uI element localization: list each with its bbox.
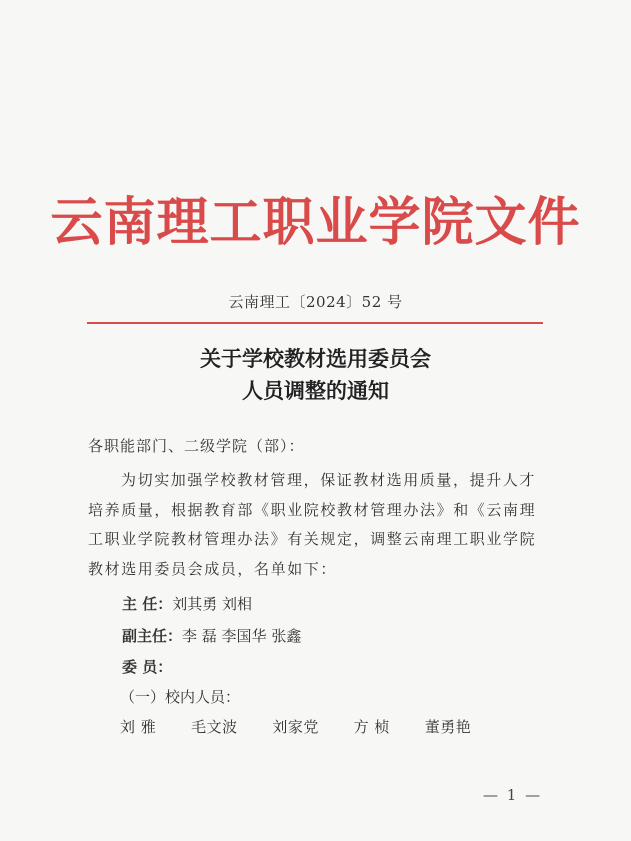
notice-title	[0, 343, 631, 407]
notice-title-line-2: 人员调整的通知	[242, 378, 389, 403]
recipient-line: 各职能部门、二级学院（部）：	[88, 437, 305, 455]
notice-title-line-1: 关于学校教材选用委员会	[200, 346, 431, 371]
document-number: 云南理工〔2024〕52 号	[228, 293, 403, 311]
director-names: 刘其勇 刘相	[172, 595, 253, 613]
director-row	[122, 593, 252, 614]
member-name: 刘家党	[272, 718, 319, 736]
paragraph-line: 培养质量，根据教育部《职业院校教材管理办法》和《云南理	[88, 500, 537, 519]
member-name: 方 桢	[353, 718, 390, 736]
deputy-director-label: 副主任：	[122, 627, 183, 645]
internal-members-list	[120, 716, 501, 737]
paragraph-line: 为切实加强学校教材管理，保证教材选用质量，提升人才	[121, 471, 537, 489]
page-number: — 1 —	[483, 786, 543, 804]
deputy-director-row	[122, 625, 301, 646]
director-label: 主 任：	[122, 595, 173, 613]
red-divider-line	[87, 322, 543, 324]
document-header-title: 云南理工职业学院文件	[50, 192, 581, 253]
body-paragraph	[88, 466, 550, 584]
member-name: 毛文波	[191, 718, 238, 736]
members-label: 委 员：	[122, 658, 173, 676]
member-name: 刘 雅	[120, 718, 157, 736]
deputy-director-names: 李 磊 李国华 张鑫	[182, 627, 302, 645]
paragraph-line: 教材选用委员会成员，名单如下：	[88, 559, 338, 578]
members-row	[122, 656, 172, 677]
member-name: 董勇艳	[424, 718, 472, 736]
paragraph-line: 工职业学院教材管理办法》有关规定，调整云南理工职业学院	[88, 530, 537, 549]
internal-members-heading: （一）校内人员：	[120, 688, 241, 706]
